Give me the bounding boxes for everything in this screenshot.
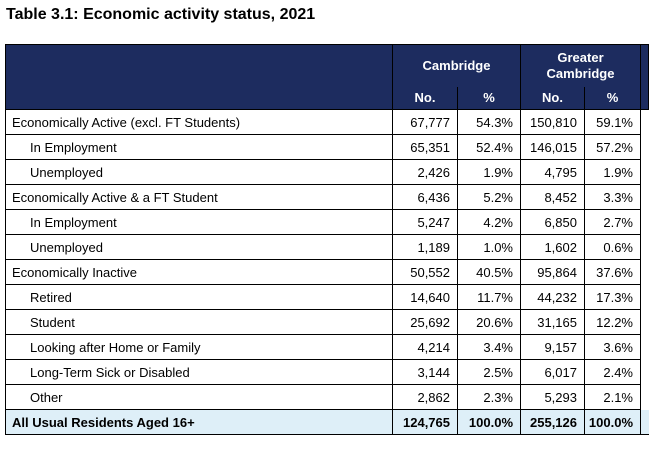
row-label: Economically Active (excl. FT Students): [6, 110, 393, 135]
row-label: Looking after Home or Family: [6, 335, 393, 360]
cambridge-no-cell: 6,436: [393, 185, 458, 210]
greater-cambridge-pct-cell: 2.4%: [585, 360, 641, 385]
table-row: [6, 260, 649, 285]
header-cambridge-no: No.: [393, 87, 458, 110]
header-group-cambridge: [393, 45, 521, 87]
row-filler: [641, 160, 649, 185]
greater-cambridge-no-cell: 5,293: [521, 385, 585, 410]
header-group-greater-cambridge-label: Greater Cambridge: [546, 50, 615, 81]
row-filler: [641, 310, 649, 335]
cambridge-pct-cell: 2.5%: [458, 360, 521, 385]
table-row: [6, 335, 649, 360]
greater-cambridge-pct-cell: 2.1%: [585, 385, 641, 410]
cambridge-pct-cell: 20.6%: [458, 310, 521, 335]
row-filler: [641, 335, 649, 360]
greater-cambridge-no-cell: 4,795: [521, 160, 585, 185]
row-filler: [641, 285, 649, 310]
row-filler: [641, 185, 649, 210]
cambridge-no-cell: 50,552: [393, 260, 458, 285]
cambridge-no-cell: 5,247: [393, 210, 458, 235]
table-row: [6, 385, 649, 410]
greater-cambridge-pct-cell: 1.9%: [585, 160, 641, 185]
cambridge-pct-cell: 54.3%: [458, 110, 521, 135]
table-row: [6, 185, 649, 210]
table-header: [6, 45, 649, 110]
greater-cambridge-no-cell: 1,602: [521, 235, 585, 260]
cambridge-pct-cell: 1.9%: [458, 160, 521, 185]
table-row: [6, 210, 649, 235]
cambridge-pct-cell: 4.2%: [458, 210, 521, 235]
table-row: [6, 310, 649, 335]
greater-cambridge-no-cell: 146,015: [521, 135, 585, 160]
row-label: Student: [6, 310, 393, 335]
greater-cambridge-pct-cell: 100.0%: [585, 410, 641, 435]
cambridge-no-cell: 67,777: [393, 110, 458, 135]
row-label: In Employment: [6, 210, 393, 235]
table-title: Table 3.1: Economic activity status, 2021: [6, 6, 316, 23]
header-group-greater-cambridge: [521, 45, 641, 87]
economic-activity-table: [5, 44, 649, 435]
cambridge-no-cell: 3,144: [393, 360, 458, 385]
greater-cambridge-no-cell: 44,232: [521, 285, 585, 310]
header-greater-cambridge-no: No.: [521, 87, 585, 110]
greater-cambridge-pct-cell: 3.3%: [585, 185, 641, 210]
cambridge-no-cell: 2,426: [393, 160, 458, 185]
header-group-row: [6, 45, 649, 87]
greater-cambridge-no-cell: 150,810: [521, 110, 585, 135]
cambridge-pct-cell: 2.3%: [458, 385, 521, 410]
total-row: [6, 410, 649, 435]
row-label: Economically Inactive: [6, 260, 393, 285]
greater-cambridge-pct-cell: 3.6%: [585, 335, 641, 360]
row-label: Economically Active & a FT Student: [6, 185, 393, 210]
row-filler: [641, 210, 649, 235]
row-filler: [641, 235, 649, 260]
greater-cambridge-pct-cell: 17.3%: [585, 285, 641, 310]
row-label: All Usual Residents Aged 16+: [6, 410, 393, 435]
table-body: [6, 110, 649, 435]
header-label-cell: [6, 45, 393, 110]
row-label: Long-Term Sick or Disabled: [6, 360, 393, 385]
table-row: [6, 110, 649, 135]
header-greater-cambridge-pct: %: [585, 87, 641, 110]
row-filler: [641, 110, 649, 135]
row-filler: [641, 135, 649, 160]
greater-cambridge-no-cell: 6,017: [521, 360, 585, 385]
cambridge-pct-cell: 5.2%: [458, 185, 521, 210]
row-label: Other: [6, 385, 393, 410]
header-filler-cell: [641, 45, 649, 110]
cambridge-no-cell: 4,214: [393, 335, 458, 360]
table-row: [6, 360, 649, 385]
row-label: Unemployed: [6, 160, 393, 185]
row-filler: [641, 410, 649, 435]
cambridge-no-cell: 2,862: [393, 385, 458, 410]
greater-cambridge-no-cell: 255,126: [521, 410, 585, 435]
greater-cambridge-pct-cell: 12.2%: [585, 310, 641, 335]
greater-cambridge-no-cell: 9,157: [521, 335, 585, 360]
cambridge-no-cell: 25,692: [393, 310, 458, 335]
row-filler: [641, 260, 649, 285]
table-row: [6, 285, 649, 310]
cambridge-pct-cell: 100.0%: [458, 410, 521, 435]
greater-cambridge-no-cell: 8,452: [521, 185, 585, 210]
cambridge-pct-cell: 52.4%: [458, 135, 521, 160]
cambridge-no-cell: 1,189: [393, 235, 458, 260]
greater-cambridge-pct-cell: 37.6%: [585, 260, 641, 285]
greater-cambridge-pct-cell: 0.6%: [585, 235, 641, 260]
row-label: Unemployed: [6, 235, 393, 260]
cambridge-no-cell: 65,351: [393, 135, 458, 160]
row-label: In Employment: [6, 135, 393, 160]
table-container: [5, 44, 649, 435]
header-group-cambridge-label: Cambridge: [422, 57, 491, 73]
cambridge-pct-cell: 40.5%: [458, 260, 521, 285]
row-filler: [641, 385, 649, 410]
cambridge-pct-cell: 1.0%: [458, 235, 521, 260]
table-row: [6, 135, 649, 160]
greater-cambridge-no-cell: 95,864: [521, 260, 585, 285]
cambridge-pct-cell: 3.4%: [458, 335, 521, 360]
greater-cambridge-no-cell: 6,850: [521, 210, 585, 235]
greater-cambridge-pct-cell: 2.7%: [585, 210, 641, 235]
header-cambridge-pct: %: [458, 87, 521, 110]
table-row: [6, 160, 649, 185]
table-row: [6, 235, 649, 260]
cambridge-no-cell: 14,640: [393, 285, 458, 310]
greater-cambridge-no-cell: 31,165: [521, 310, 585, 335]
cambridge-pct-cell: 11.7%: [458, 285, 521, 310]
cambridge-no-cell: 124,765: [393, 410, 458, 435]
row-filler: [641, 360, 649, 385]
greater-cambridge-pct-cell: 57.2%: [585, 135, 641, 160]
greater-cambridge-pct-cell: 59.1%: [585, 110, 641, 135]
row-label: Retired: [6, 285, 393, 310]
